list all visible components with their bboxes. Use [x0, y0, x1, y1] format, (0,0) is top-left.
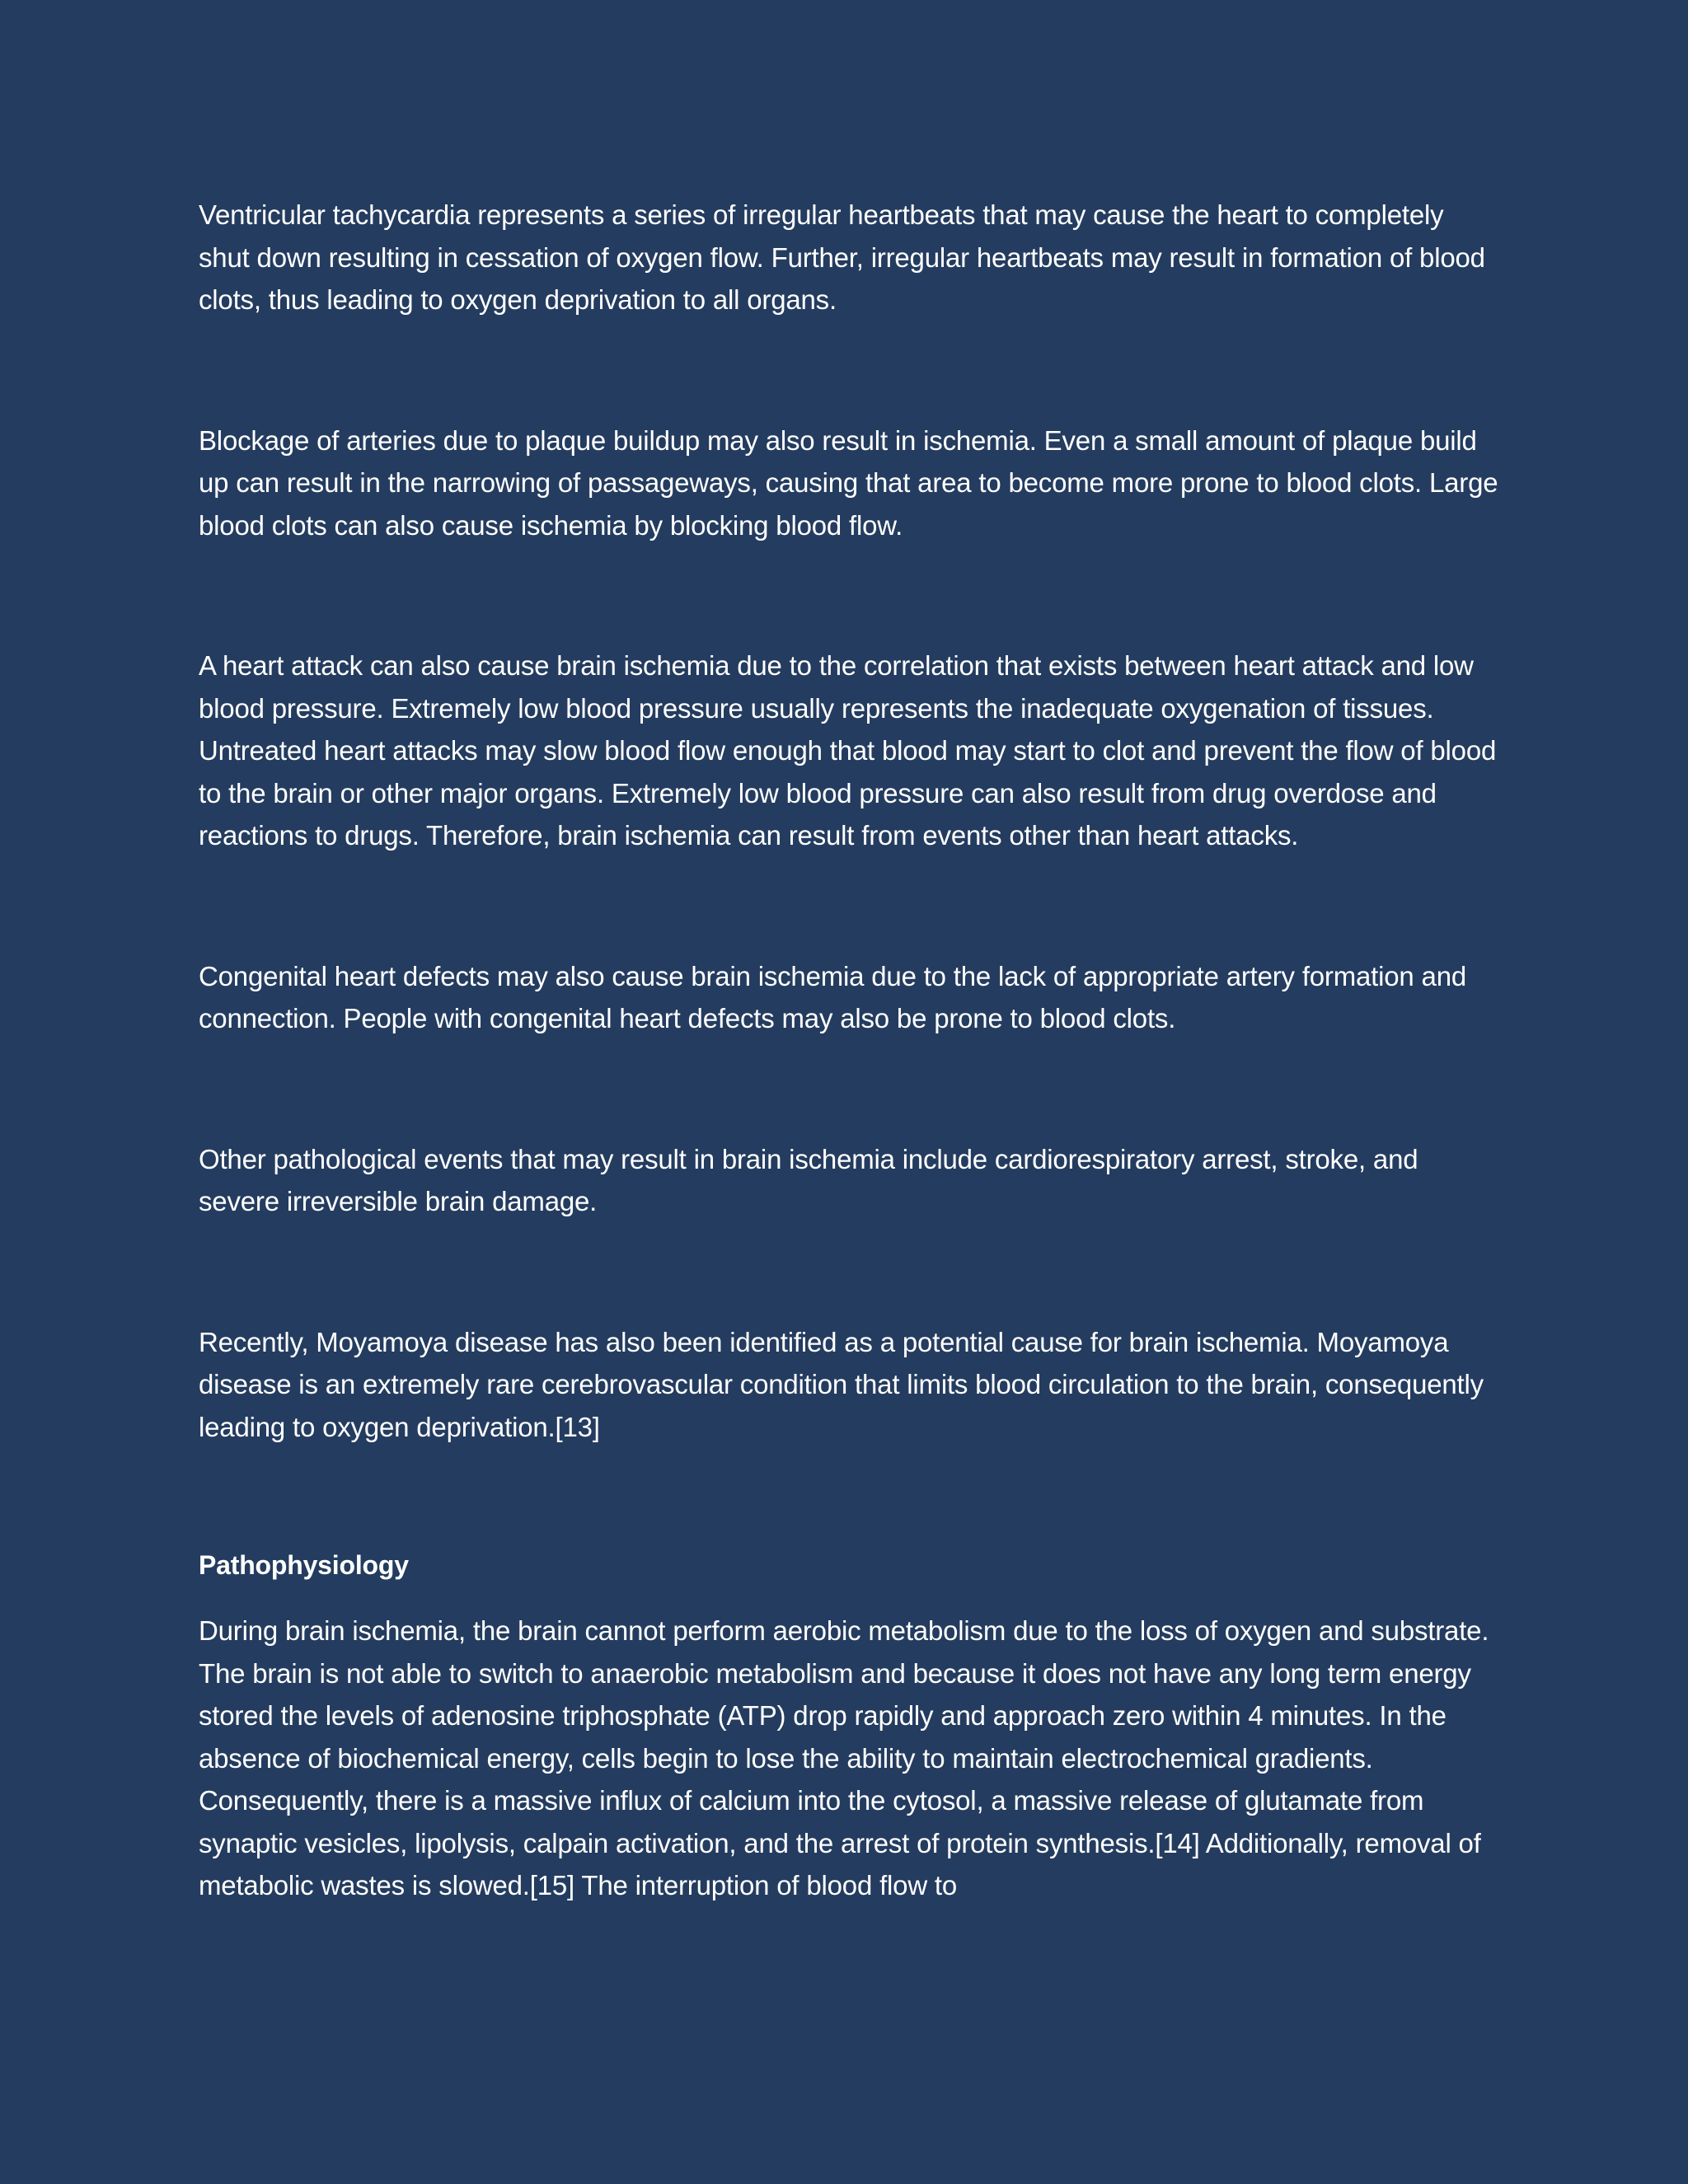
document-page	[199, 194, 1501, 1907]
paragraph-ventricular-tachycardia: Ventricular tachycardia represents a series of irregular heartbeats that may cause the heart to completely shut down resulting in cessation of oxygen flow. Further, irregular heartbeats may result in formation of blood clots, thus leading to oxygen deprivation to all organs.	[199, 199, 1485, 315]
paragraph-pathophysiology: During brain ischemia, the brain cannot perform aerobic metabolism due to the loss of oxygen and substrate. The brain is not able to switch to anaerobic metabolism and because it does not have any long term energy stored the levels of adenosine triphosphate (ATP) drop rapidly and approach zero within 4 minutes. In the absence of biochemical energy, cells begin to lose the ability to maintain electrochemical gradients. Consequently, there is a massive influx of calcium into the cytosol, a massive release of glutamate from synaptic vesicles, lipolysis, calpain activation, and the arrest of protein synthesis.[14] Additionally, removal of metabolic wastes is slowed.[15] The interruption of blood flow to	[199, 1615, 1489, 1900]
section-heading-pathophysiology: Pathophysiology	[199, 1550, 409, 1580]
paragraph-congenital-defects: Congenital heart defects may also cause brain ischemia due to the lack of appropriate artery formation and connection. People with congenital heart defects may also be prone to blood clots.	[199, 960, 1467, 1033]
paragraph-arterial-blockage: Blockage of arteries due to plaque buildup may also result in ischemia. Even a small amount of plaque build up can result in the narrowing of passageways, causing that area to become more prone to blood clots. Large blood clots can also cause ischemia by blocking blood flow.	[199, 424, 1498, 541]
paragraph-heart-attack: A heart attack can also cause brain ischemia due to the correlation that exists between heart attack and low blood pressure. Extremely low blood pressure usually represents the inadequate oxygenation of tissues. Untreated heart attacks may slow blood flow enough that blood may start to clot and prevent the flow of blood to the brain or other major organs. Extremely low blood pressure can also result from drug overdose and reactions to drugs. Therefore, brain ischemia can result from events other than heart attacks.	[199, 650, 1497, 851]
paragraph-moyamoya: Recently, Moyamoya disease has also been identified as a potential cause for brain ischemia. Moyamoya disease is an extremely rare cerebrovascular condition that limits blood circulation to the brain, consequently leading to oxygen deprivation.[13]	[199, 1326, 1484, 1442]
paragraph-other-events: Other pathological events that may result in brain ischemia include cardiorespiratory arrest, stroke, and severe irreversible brain damage.	[199, 1143, 1418, 1216]
